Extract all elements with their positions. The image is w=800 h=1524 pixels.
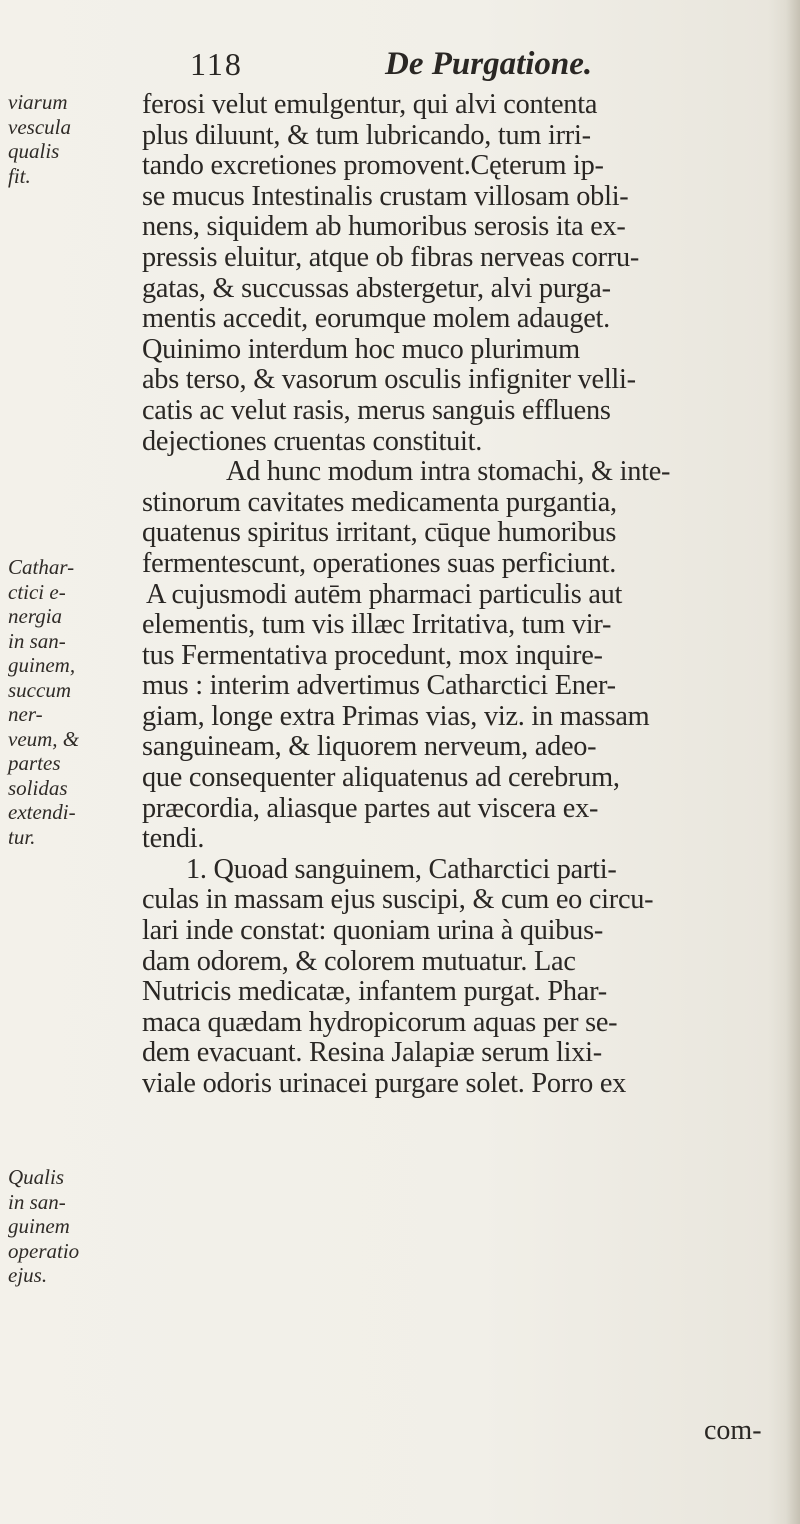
text-line: fermentescunt, operationes suas perficiunt. bbox=[142, 548, 617, 579]
running-title: De Purgatione. bbox=[385, 46, 593, 82]
text-line: abs terso, & vasorum osculis infigniter velli- bbox=[142, 365, 636, 396]
text-line: Ad hunc modum intra stomachi, & inte- bbox=[226, 457, 671, 488]
text-line: sanguineam, & liquorem nerveum, adeo- bbox=[142, 732, 597, 763]
margin-note: Cathar- ctici e- nergia in san- guinem, succum ner- veum, & partes solidas extendi- tur. bbox=[8, 555, 80, 849]
text-line: tando excretiones promovent.Cęterum ip- bbox=[142, 151, 604, 182]
margin-note: Qualis in san- guinem operatio ejus. bbox=[8, 1165, 80, 1287]
text-line: elementis, tum vis illæc Irritativa, tum vir- bbox=[142, 610, 612, 641]
margin-note: viarum vescula qualis fit. bbox=[8, 90, 71, 188]
text-line: culas in massam ejus suscipi, & cum eo circu- bbox=[142, 885, 654, 916]
text-line: maca quædam hydropicorum aquas per se- bbox=[142, 1007, 618, 1038]
text-line: pressis eluitur, atque ob fibras nerveas corru- bbox=[142, 242, 640, 273]
text-line: quatenus spiritus irritant, cūque humoribus bbox=[142, 518, 617, 549]
page-number: 118 bbox=[190, 46, 243, 82]
text-line: Quinimo interdum hoc muco plurimum bbox=[142, 334, 580, 365]
text-line: que consequenter aliquatenus ad cerebrum, bbox=[142, 763, 620, 794]
text-line: Nutricis medicatæ, infantem purgat. Phar- bbox=[142, 977, 607, 1008]
text-line: dem evacuant. Resina Jalapiæ serum lixi- bbox=[142, 1038, 602, 1069]
text-line: 1. Quoad sanguinem, Catharctici parti- bbox=[186, 854, 617, 885]
text-line: mus : interim advertimus Catharctici Ener- bbox=[142, 671, 616, 702]
text-line: lari inde constat: quoniam urina à quibus- bbox=[142, 916, 603, 947]
text-line: giam, longe extra Primas vias, viz. in massam bbox=[142, 701, 650, 732]
text-line: catis ac velut rasis, merus sanguis effluens bbox=[142, 395, 611, 426]
text-line: ferosi velut emulgentur, qui alvi contenta bbox=[142, 90, 598, 120]
text-line: mentis accedit, eorumque molem adauget. bbox=[142, 304, 610, 335]
text-line: plus diluunt, & tum lubricando, tum irri- bbox=[142, 120, 591, 151]
text-line: stinorum cavitates medicamenta purgantia, bbox=[142, 487, 617, 518]
catchword: com- bbox=[704, 1415, 762, 1446]
text-line: dam odorem, & colorem mutuatur. Lac bbox=[142, 946, 576, 977]
text-line: viale odoris urinacei purgare solet. Porro ex bbox=[142, 1069, 627, 1099]
text-line: præcordia, aliasque partes aut viscera ex- bbox=[142, 793, 599, 824]
text-line: gatas, & succussas abstergetur, alvi purga- bbox=[142, 273, 611, 304]
body-text bbox=[142, 90, 782, 1100]
text-line: tus Fermentativa procedunt, mox inquire- bbox=[142, 640, 603, 671]
text-line: tendi. bbox=[142, 824, 205, 855]
page-header bbox=[190, 46, 630, 86]
text-line: A cujusmodi autēm pharmaci particulis aut bbox=[146, 579, 623, 610]
text-line: nens, siquidem ab humoribus serosis ita ex- bbox=[142, 212, 626, 243]
text-line: se mucus Intestinalis crustam villosam obli- bbox=[142, 181, 629, 212]
text-line: dejectiones cruentas constituit. bbox=[142, 426, 483, 457]
page-edge-shadow bbox=[786, 0, 800, 1524]
